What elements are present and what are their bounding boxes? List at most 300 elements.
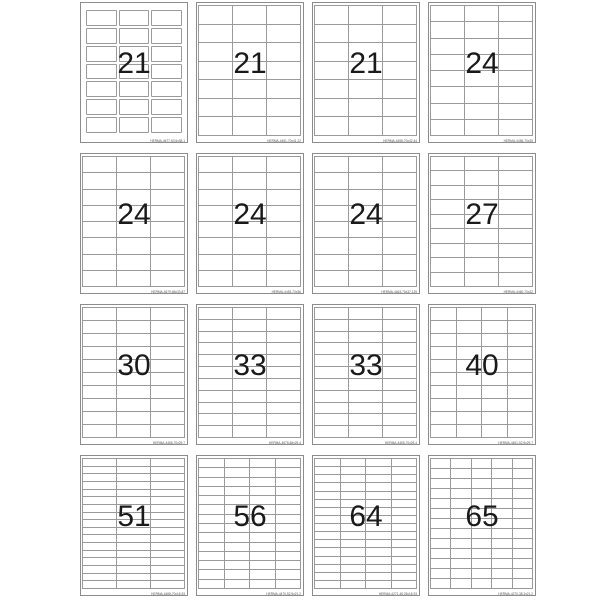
product-code: HERMA-4453-70x36 [271,290,301,294]
label-cell [150,189,185,206]
label-cell [430,21,465,38]
label-cell [430,86,465,103]
label-cell [232,254,267,271]
label-cell [456,411,483,425]
label-cell [116,156,151,173]
label-cell [471,578,492,589]
label-cell [266,79,301,99]
label-cell [116,307,151,321]
label-cell [266,221,301,238]
label-cell [498,119,533,136]
label-cell [150,580,185,589]
label-cell [314,79,349,99]
label-cell [314,116,349,136]
label-cell [198,172,233,189]
label-cell [119,64,150,80]
label-cell [82,580,117,589]
label-cell [232,42,267,62]
label-cell [498,170,533,185]
label-count: 27 [465,198,499,231]
label-sheet-2 [196,2,304,143]
label-cell [464,119,499,136]
label-cell [150,320,185,334]
label-cell [456,307,483,321]
label-cell [150,270,185,287]
label-cell [314,156,349,173]
label-cell [232,116,267,136]
label-cell [464,156,499,171]
label-grid [315,308,417,438]
label-cell [150,411,185,425]
label-cell [464,243,499,258]
label-cell [456,359,483,373]
label-cell [507,359,534,373]
product-code: HERMA-4461-52,5x29,7 [498,441,533,445]
label-cell [464,199,499,214]
label-cell [151,117,182,133]
label-grid [315,157,417,287]
label-sheet-16 [428,455,536,596]
label-cell [275,579,302,589]
label-cell [430,578,451,589]
label-cell [150,307,185,321]
label-cell [150,254,185,271]
label-cell [348,237,383,254]
label-cell [464,103,499,120]
label-cell [498,272,533,287]
label-cell [481,385,508,399]
label-cell [151,99,182,115]
label-cell [150,237,185,254]
label-cell [498,243,533,258]
label-cell [86,64,117,80]
label-cell [430,243,465,258]
label-cell [498,199,533,214]
label-cell [198,116,233,136]
label-cell [481,359,508,373]
label-cell [314,61,349,81]
label-cell [266,24,301,44]
label-cell [348,205,383,222]
label-cell [314,254,349,271]
label-cell [430,156,465,171]
label-cell [430,333,457,347]
label-cell [456,424,483,438]
label-cell [498,103,533,120]
label-cell [456,320,483,334]
label-cell [82,385,117,399]
label-cell [82,346,117,360]
label-cell [498,185,533,200]
label-cell [198,425,233,438]
label-cell [150,333,185,347]
label-cell [507,333,534,347]
label-cell [314,24,349,44]
label-cell [507,411,534,425]
label-count: 33 [349,349,383,382]
label-cell [382,5,417,25]
label-sheet-1 [80,2,188,143]
label-cell [86,99,117,115]
label-count: 21 [117,47,151,80]
label-cell [456,385,483,399]
label-cell [348,172,383,189]
label-cell [430,272,465,287]
label-grid [83,459,185,589]
label-cell [82,307,117,321]
label-cell [150,372,185,386]
label-cell [198,270,233,287]
label-cell [430,228,465,243]
label-cell [498,70,533,87]
label-cell [82,189,117,206]
label-count: 24 [349,198,383,231]
label-sheet-6 [196,153,304,294]
label-grid [86,10,182,133]
label-grid [431,308,533,438]
label-cell [116,254,151,271]
label-cell [82,156,117,173]
label-cell [198,579,225,589]
label-cell [150,156,185,173]
label-cell [464,170,499,185]
label-cell [314,5,349,25]
label-cell [266,425,301,438]
label-cell [266,237,301,254]
label-cell [198,42,233,62]
label-cell [498,5,533,22]
label-cell [464,5,499,22]
label-cell [382,254,417,271]
label-cell [314,580,341,589]
label-cell [116,359,151,373]
label-cell [150,346,185,360]
label-cell [481,320,508,334]
label-cell [116,205,151,222]
label-cell [232,5,267,25]
label-cell [464,228,499,243]
label-count: 65 [465,500,499,533]
label-cell [232,189,267,206]
label-cell [348,221,383,238]
label-cell [314,172,349,189]
label-cell [82,372,117,386]
label-cell [464,257,499,272]
label-cell [348,425,383,438]
label-cell [430,307,457,321]
label-cell [86,10,117,26]
label-count: 24 [465,47,499,80]
label-cell [498,228,533,243]
label-cell [348,270,383,287]
label-cell [116,270,151,287]
label-cell [224,579,251,589]
label-cell [314,205,349,222]
label-cell [119,81,150,97]
label-cell [507,424,534,438]
label-cell [382,116,417,136]
label-cell [314,98,349,118]
label-cell [464,21,499,38]
label-cell [266,172,301,189]
label-cell [266,156,301,173]
label-cell [382,42,417,62]
label-cell [232,172,267,189]
label-count: 51 [117,500,151,533]
label-cell [151,28,182,44]
label-cell [232,425,267,438]
label-cell [348,5,383,25]
label-count: 21 [349,47,383,80]
product-code: HERMA-4456-70x35 [503,139,533,143]
label-cell [450,578,471,589]
product-code: HERMA-4470-52,5x21,2 [266,592,301,596]
label-cell [491,578,512,589]
label-cell [119,117,150,133]
label-cell [481,333,508,347]
label-cell [151,81,182,97]
label-cell [232,79,267,99]
label-cell [116,320,151,334]
label-cell [430,199,465,214]
label-cell [198,254,233,271]
label-cell [116,237,151,254]
label-cell [232,237,267,254]
label-grid [199,308,301,438]
label-cell [116,398,151,412]
label-cell [464,86,499,103]
label-cell [456,398,483,412]
label-cell [498,38,533,55]
label-cell [82,359,117,373]
label-cell [150,172,185,189]
label-cell [382,270,417,287]
label-cell [430,372,457,386]
label-cell [507,307,534,321]
label-sheet-10 [196,304,304,445]
label-cell [464,54,499,71]
label-cell [232,98,267,118]
label-cell [348,79,383,99]
label-sheet-12 [428,304,536,445]
label-cell [314,237,349,254]
label-cell [119,46,150,62]
label-grid [431,6,533,136]
label-grid [199,6,301,136]
label-cell [456,346,483,360]
label-cell [314,270,349,287]
label-cell [198,24,233,44]
label-cell [481,307,508,321]
product-code: HERMA-4465-70x25,4 [384,441,417,445]
label-cell [430,257,465,272]
label-cell [266,189,301,206]
label-cell [198,61,233,81]
label-cell [82,424,117,438]
label-cell [348,254,383,271]
label-cell [314,425,349,438]
label-cell [391,580,418,589]
label-cell [116,424,151,438]
label-cell [348,61,383,81]
label-cell [150,221,185,238]
label-cell [348,24,383,44]
label-cell [82,221,117,238]
label-sheet-9 [80,304,188,445]
label-cell [82,254,117,271]
label-cell [481,398,508,412]
label-cell [365,580,392,589]
label-cell [464,185,499,200]
label-cell [116,333,151,347]
label-sheet-11 [312,304,420,445]
label-cell [266,42,301,62]
label-cell [507,372,534,386]
label-cell [266,270,301,287]
label-cell [232,61,267,81]
label-count: 56 [233,500,267,533]
label-cell [198,156,233,173]
label-cell [348,156,383,173]
label-grid [83,308,185,438]
label-count: 40 [465,349,499,382]
product-code: HERMA-4466-70x29,7 [152,441,185,445]
label-cell [430,398,457,412]
label-grid [315,6,417,136]
label-cell [464,70,499,87]
product-code: HERMA-4463-70x37,125 [381,290,417,294]
label-cell [481,424,508,438]
label-cell [151,64,182,80]
label-cell [116,189,151,206]
label-sheet-4 [428,2,536,143]
label-cell [481,372,508,386]
label-cell [82,172,117,189]
label-cell [314,42,349,62]
label-cell [232,221,267,238]
label-cell [382,24,417,44]
label-cell [340,580,367,589]
label-sheet-7 [312,153,420,294]
label-cell [348,42,383,62]
label-cell [430,346,457,360]
label-cell [198,98,233,118]
label-cell [430,119,465,136]
label-sheet-15 [312,455,420,596]
label-cell [430,424,457,438]
label-cell [456,333,483,347]
label-cell [507,385,534,399]
label-cell [348,189,383,206]
label-cell [430,359,457,373]
label-cell [348,98,383,118]
label-cell [150,398,185,412]
label-cell [430,70,465,87]
label-cell [430,54,465,71]
label-cell [249,579,276,589]
label-cell [198,205,233,222]
label-cell [116,346,151,360]
label-cell [198,189,233,206]
product-code: HERMA-4451-70x41,22 [267,139,301,143]
label-cell [382,156,417,173]
label-cell [151,46,182,62]
label-cell [82,205,117,222]
label-cell [430,411,457,425]
label-cell [198,221,233,238]
product-code: HERMA-4678-66x25,4 [268,441,301,445]
label-cell [498,54,533,71]
label-cell [382,172,417,189]
label-cell [150,385,185,399]
label-cell [82,333,117,347]
label-cell [266,254,301,271]
label-cell [382,237,417,254]
label-sheet-14 [196,455,304,596]
label-grid [83,157,185,287]
label-cell [498,156,533,171]
product-code: HERMA-4468-70x16,93 [151,592,185,596]
label-cell [498,86,533,103]
label-cell [481,346,508,360]
label-cell [481,411,508,425]
label-sheet-13 [80,455,188,596]
product-code: HERMA-4271-48,25x16,93 [378,592,417,596]
label-cell [116,411,151,425]
label-count: 21 [233,47,267,80]
label-cell [498,21,533,38]
label-cell [116,385,151,399]
label-cell [86,117,117,133]
label-cell [151,10,182,26]
label-cell [430,38,465,55]
label-cell [348,116,383,136]
label-cell [82,237,117,254]
label-cell [232,24,267,44]
label-cell [198,79,233,99]
product-code: HERMA-4677-63,5x38,1 [150,139,185,143]
label-sheet-5 [80,153,188,294]
label-cell [430,185,465,200]
label-grid [199,157,301,287]
label-cell [382,98,417,118]
product-code: HERMA-4460-70x32 [503,290,533,294]
label-cell [382,79,417,99]
label-cell [382,221,417,238]
product-code: HERMA-4458-70x42,44 [383,139,417,143]
label-cell [430,385,457,399]
label-cell [232,156,267,173]
label-cell [198,5,233,25]
label-cell [507,320,534,334]
label-cell [314,189,349,206]
label-sheet-3 [312,2,420,143]
label-count: 64 [349,500,383,533]
label-sheet-8 [428,153,536,294]
label-cell [266,116,301,136]
label-grid [431,157,533,287]
label-cell [119,28,150,44]
label-grid [431,459,533,589]
label-cell [116,580,151,589]
label-cell [232,205,267,222]
label-cell [150,205,185,222]
label-cell [198,237,233,254]
label-cell [430,170,465,185]
label-cell [498,257,533,272]
label-cell [266,61,301,81]
product-code: HERMA-4270-38,1x21,2 [498,592,533,596]
